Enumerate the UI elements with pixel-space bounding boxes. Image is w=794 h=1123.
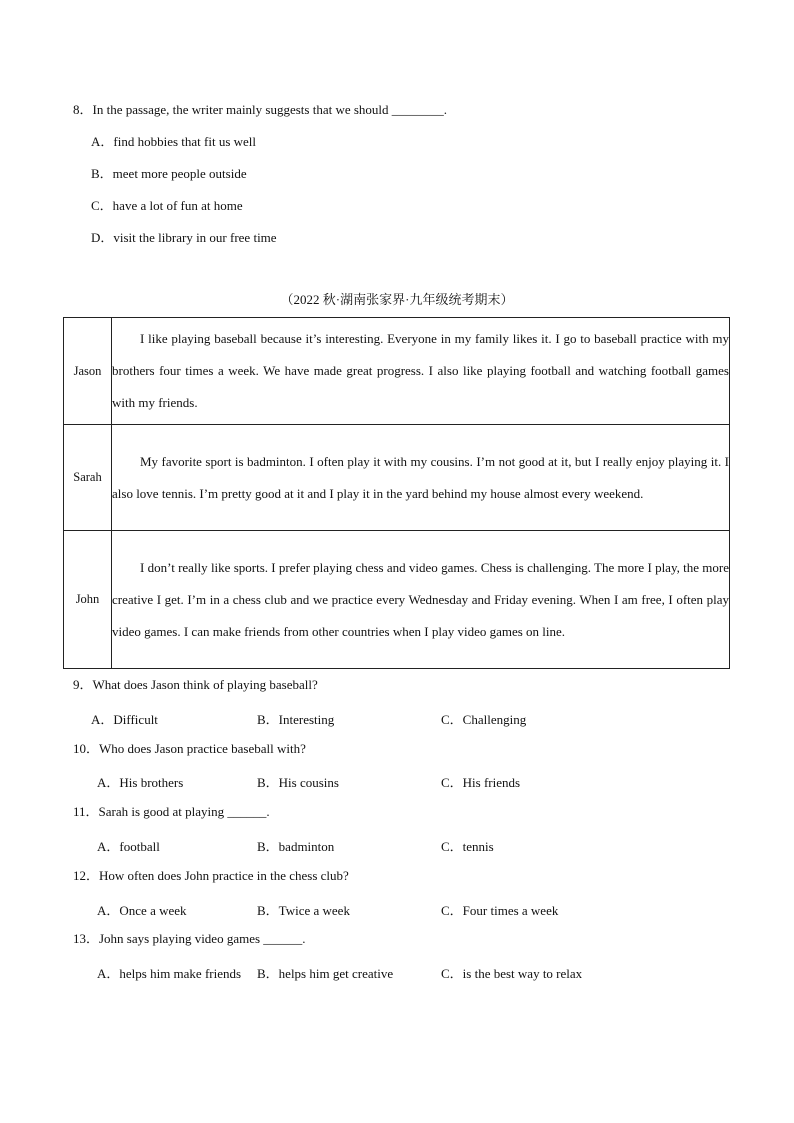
option-a: A．His brothers (97, 775, 184, 790)
option-c: C．Four times a week (441, 903, 559, 918)
passage-text-cell (112, 531, 730, 669)
question-12-stem: 12．How often does John practice in the chess club? (73, 868, 349, 883)
question-10-options (0, 772, 794, 788)
question-10-stem: 10．Who does Jason practice baseball with? (73, 741, 306, 756)
passage-text-cell (112, 318, 730, 425)
option-c: C．His friends (441, 775, 521, 790)
question-8-option-b: B．meet more people outside (91, 166, 247, 181)
option-c: C．is the best way to relax (441, 966, 583, 981)
option-a: A．Once a week (97, 903, 187, 918)
passage-row-john (64, 531, 730, 669)
option-a: A．Difficult (91, 712, 158, 727)
question-8-stem: 8．In the passage, the writer mainly suggests that we should ________. (73, 102, 448, 117)
passage-text: I don’t really like sports. I prefer playing chess and video games. Chess is challenging. The more I play, the more creative I get. I’m in a chess club and we practice every Wednesday and Friday evening. When I am free, I often play video games. I can make friends from other countries when I play video games on line. (112, 559, 729, 639)
option-a: A．helps him make friends (97, 966, 242, 981)
passages-table (63, 317, 730, 669)
question-8-option-d: D．visit the library in our free time (91, 230, 277, 245)
option-b: B．Twice a week (257, 903, 350, 918)
question-13-stem: 13．John says playing video games ______. (73, 931, 306, 946)
passage-row-sarah (64, 425, 730, 531)
question-11-options (0, 836, 794, 852)
question-9-options (0, 709, 794, 725)
question-12-options (0, 900, 794, 916)
passage-name: Jason (64, 318, 112, 425)
option-b: B．Interesting (257, 712, 335, 727)
option-a: A．football (97, 839, 160, 854)
passage-row-jason (64, 318, 730, 425)
question-9-stem: 9．What does Jason think of playing baseball? (73, 677, 318, 692)
option-b: B．badminton (257, 839, 335, 854)
option-b: B．helps him get creative (257, 966, 394, 981)
passage-name: John (64, 531, 112, 669)
passage-text-cell (112, 425, 730, 531)
question-8-option-a: A．find hobbies that fit us well (91, 134, 257, 149)
option-c: C．tennis (441, 839, 494, 854)
source-heading: （2022 秋·湖南张家界·九年级统考期末） (280, 292, 514, 307)
question-8-option-c: C．have a lot of fun at home (91, 198, 243, 213)
option-c: C．Challenging (441, 712, 527, 727)
question-11-stem: 11．Sarah is good at playing ______. (73, 804, 270, 819)
option-b: B．His cousins (257, 775, 339, 790)
passage-text: My favorite sport is badminton. I often play it with my cousins. I’m not good at it, but I really enjoy playing it. I also love tennis. I’m pretty good at it and I play it in the yard behind my house almost every weekend. (112, 453, 729, 501)
passage-text: I like playing baseball because it’s interesting. Everyone in my family likes it. I go to baseball practice with my brothers four times a week. We have made great progress. I also like playing football and watching football games with my friends. (112, 331, 729, 410)
passage-name: Sarah (64, 425, 112, 531)
question-13-options (0, 963, 794, 979)
